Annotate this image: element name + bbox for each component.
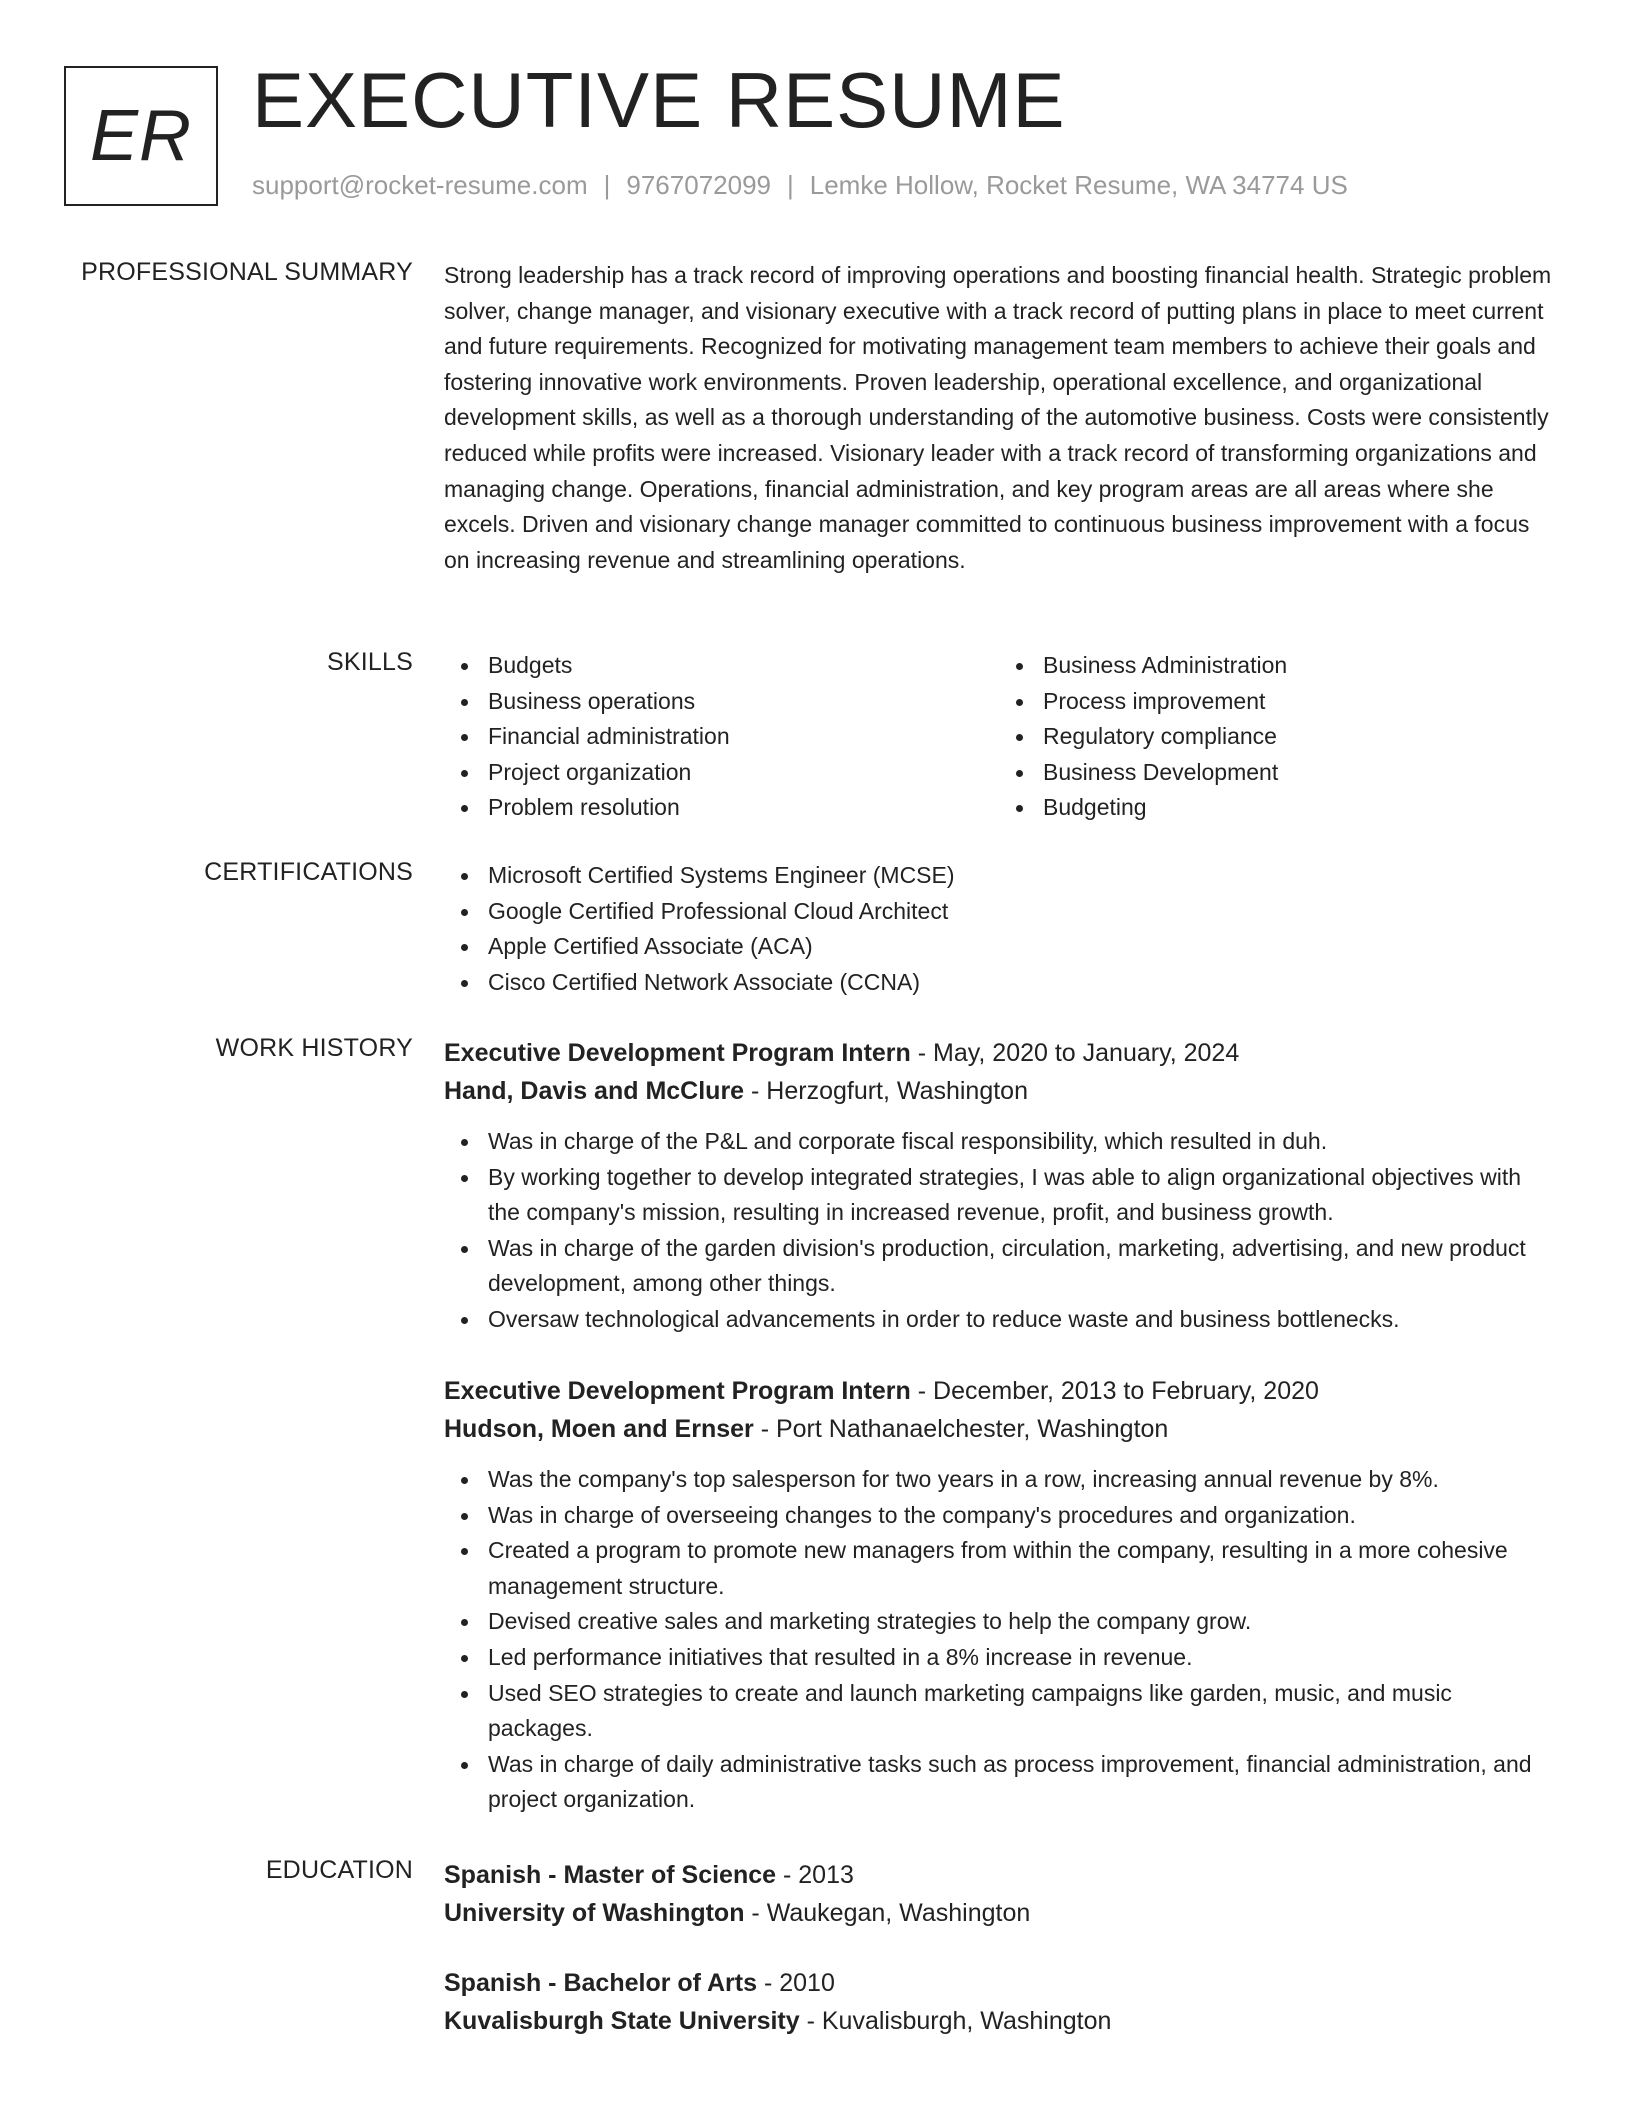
section-label-work-history: WORK HISTORY (215, 1034, 413, 1062)
contact-separator: | (787, 170, 794, 200)
list-item: Devised creative sales and marketing strategies to help the company grow. (488, 1604, 1554, 1640)
skills-column-right (999, 648, 1554, 826)
education-degree: Spanish - Master of Science (444, 1861, 777, 1889)
education-location: - Waukegan, Washington (744, 1899, 1031, 1927)
list-item: Cisco Certified Network Associate (CCNA) (488, 965, 1554, 1001)
job-entry (444, 1034, 1554, 1338)
job-dates: - December, 2013 to February, 2020 (910, 1377, 1319, 1405)
section-label-certifications: CERTIFICATIONS (204, 858, 413, 886)
contact-separator: | (603, 170, 611, 200)
job-title: Executive Development Program Intern (444, 1377, 911, 1405)
list-item: Budgeting (1043, 790, 1554, 826)
list-item: Created a program to promote new managers from within the company, resulting in a more cohesive management structure. (488, 1533, 1554, 1604)
job-bullets (444, 1124, 1554, 1338)
list-item: Microsoft Certified Systems Engineer (MCSE) (488, 858, 1554, 894)
education-degree: Spanish - Bachelor of Arts (444, 1969, 758, 1997)
education-year: - 2010 (757, 1969, 835, 1997)
list-item: Business Development (1043, 755, 1554, 791)
education-location: - Kuvalisburgh, Washington (799, 2007, 1112, 2035)
list-item: Was the company's top salesperson for two years in a row, increasing annual revenue by 8%. (488, 1462, 1554, 1498)
resume-title: EXECUTIVE RESUME (252, 56, 1066, 144)
job-bullets (444, 1462, 1554, 1818)
education-school-line (444, 2002, 1111, 2040)
education-school: Kuvalisburgh State University (444, 2007, 800, 2035)
contact-phone: 9767072099 (626, 170, 771, 200)
education-entry (444, 1964, 1111, 2040)
section-label-skills: SKILLS (327, 648, 413, 676)
job-dates: - May, 2020 to January, 2024 (910, 1039, 1240, 1067)
job-company: Hand, Davis and McClure (444, 1077, 745, 1105)
list-item: Budgets (488, 648, 999, 684)
summary-text: Strong leadership has a track record of improving operations and boosting financial health. Strategic problem solver, change manager, and visionary executive with a track record of putting plans in place to meet current and future requirements. Recognized for motivating management team members to achieve their goals and fostering innovative work environments. Proven leadership, operational excellence, and organizational development skills, as well as a thorough understanding of the automotive business. Costs were consistently reduced while profits were increased. Visionary leader with a track record of transforming organizations and managing change. Operations, financial administration, and key program areas are all areas where she excels. Driven and visionary change manager committed to continuous business improvement with a focus on increasing revenue and streamlining operations. (444, 262, 1552, 573)
section-label-summary: PROFESSIONAL SUMMARY (81, 258, 413, 286)
list-item: Was in charge of daily administrative tasks such as process improvement, financial administration, and project organization. (488, 1747, 1554, 1818)
list-item: By working together to develop integrated strategies, I was able to align organizational objectives with the company's mission, resulting in increased revenue, profit, and business growth. (488, 1160, 1554, 1231)
list-item: Led performance initiatives that resulted in a 8% increase in revenue. (488, 1640, 1554, 1676)
contact-email: support@rocket-resume.com (252, 170, 588, 200)
skills-list (444, 648, 1554, 826)
list-item: Was in charge of the P&L and corporate fiscal responsibility, which resulted in duh. (488, 1124, 1554, 1160)
list-item: Apple Certified Associate (ACA) (488, 929, 1554, 965)
job-location: - Herzogfurt, Washington (744, 1077, 1028, 1105)
education-entry (444, 1856, 1030, 1932)
list-item: Google Certified Professional Cloud Architect (488, 894, 1554, 930)
list-item: Was in charge of overseeing changes to the company's procedures and organization. (488, 1498, 1554, 1534)
list-item: Business operations (488, 684, 999, 720)
education-year: - 2013 (776, 1861, 854, 1889)
job-company-line (444, 1410, 1554, 1448)
list-item: Used SEO strategies to create and launch marketing campaigns like garden, music, and music packages. (488, 1676, 1554, 1747)
list-item: Problem resolution (488, 790, 999, 826)
job-company: Hudson, Moen and Ernser (444, 1415, 754, 1443)
list-item: Oversaw technological advancements in order to reduce waste and business bottlenecks. (488, 1302, 1554, 1338)
contact-line (252, 170, 1348, 201)
list-item: Financial administration (488, 719, 999, 755)
list-item: Process improvement (1043, 684, 1554, 720)
education-degree-line (444, 1856, 1030, 1894)
education-school-line (444, 1894, 1030, 1932)
job-title-line (444, 1034, 1554, 1072)
list-item: Regulatory compliance (1043, 719, 1554, 755)
list-item: Was in charge of the garden division's production, circulation, marketing, advertising, and new product development, among other things. (488, 1231, 1554, 1302)
job-company-line (444, 1072, 1554, 1110)
resume-header (64, 56, 1564, 210)
list-item: Project organization (488, 755, 999, 791)
certifications-list (444, 858, 1554, 1000)
job-location: - Port Nathanaelchester, Washington (753, 1415, 1169, 1443)
monogram-badge: ER (64, 66, 218, 206)
section-label-education: EDUCATION (265, 1856, 413, 1884)
job-title: Executive Development Program Intern (444, 1039, 911, 1067)
job-title-line (444, 1372, 1554, 1410)
education-school: University of Washington (444, 1899, 745, 1927)
education-degree-line (444, 1964, 1111, 2002)
list-item: Business Administration (1043, 648, 1554, 684)
contact-address: Lemke Hollow, Rocket Resume, WA 34774 US (809, 170, 1348, 200)
job-entry (444, 1372, 1554, 1818)
skills-column-left (444, 648, 999, 826)
